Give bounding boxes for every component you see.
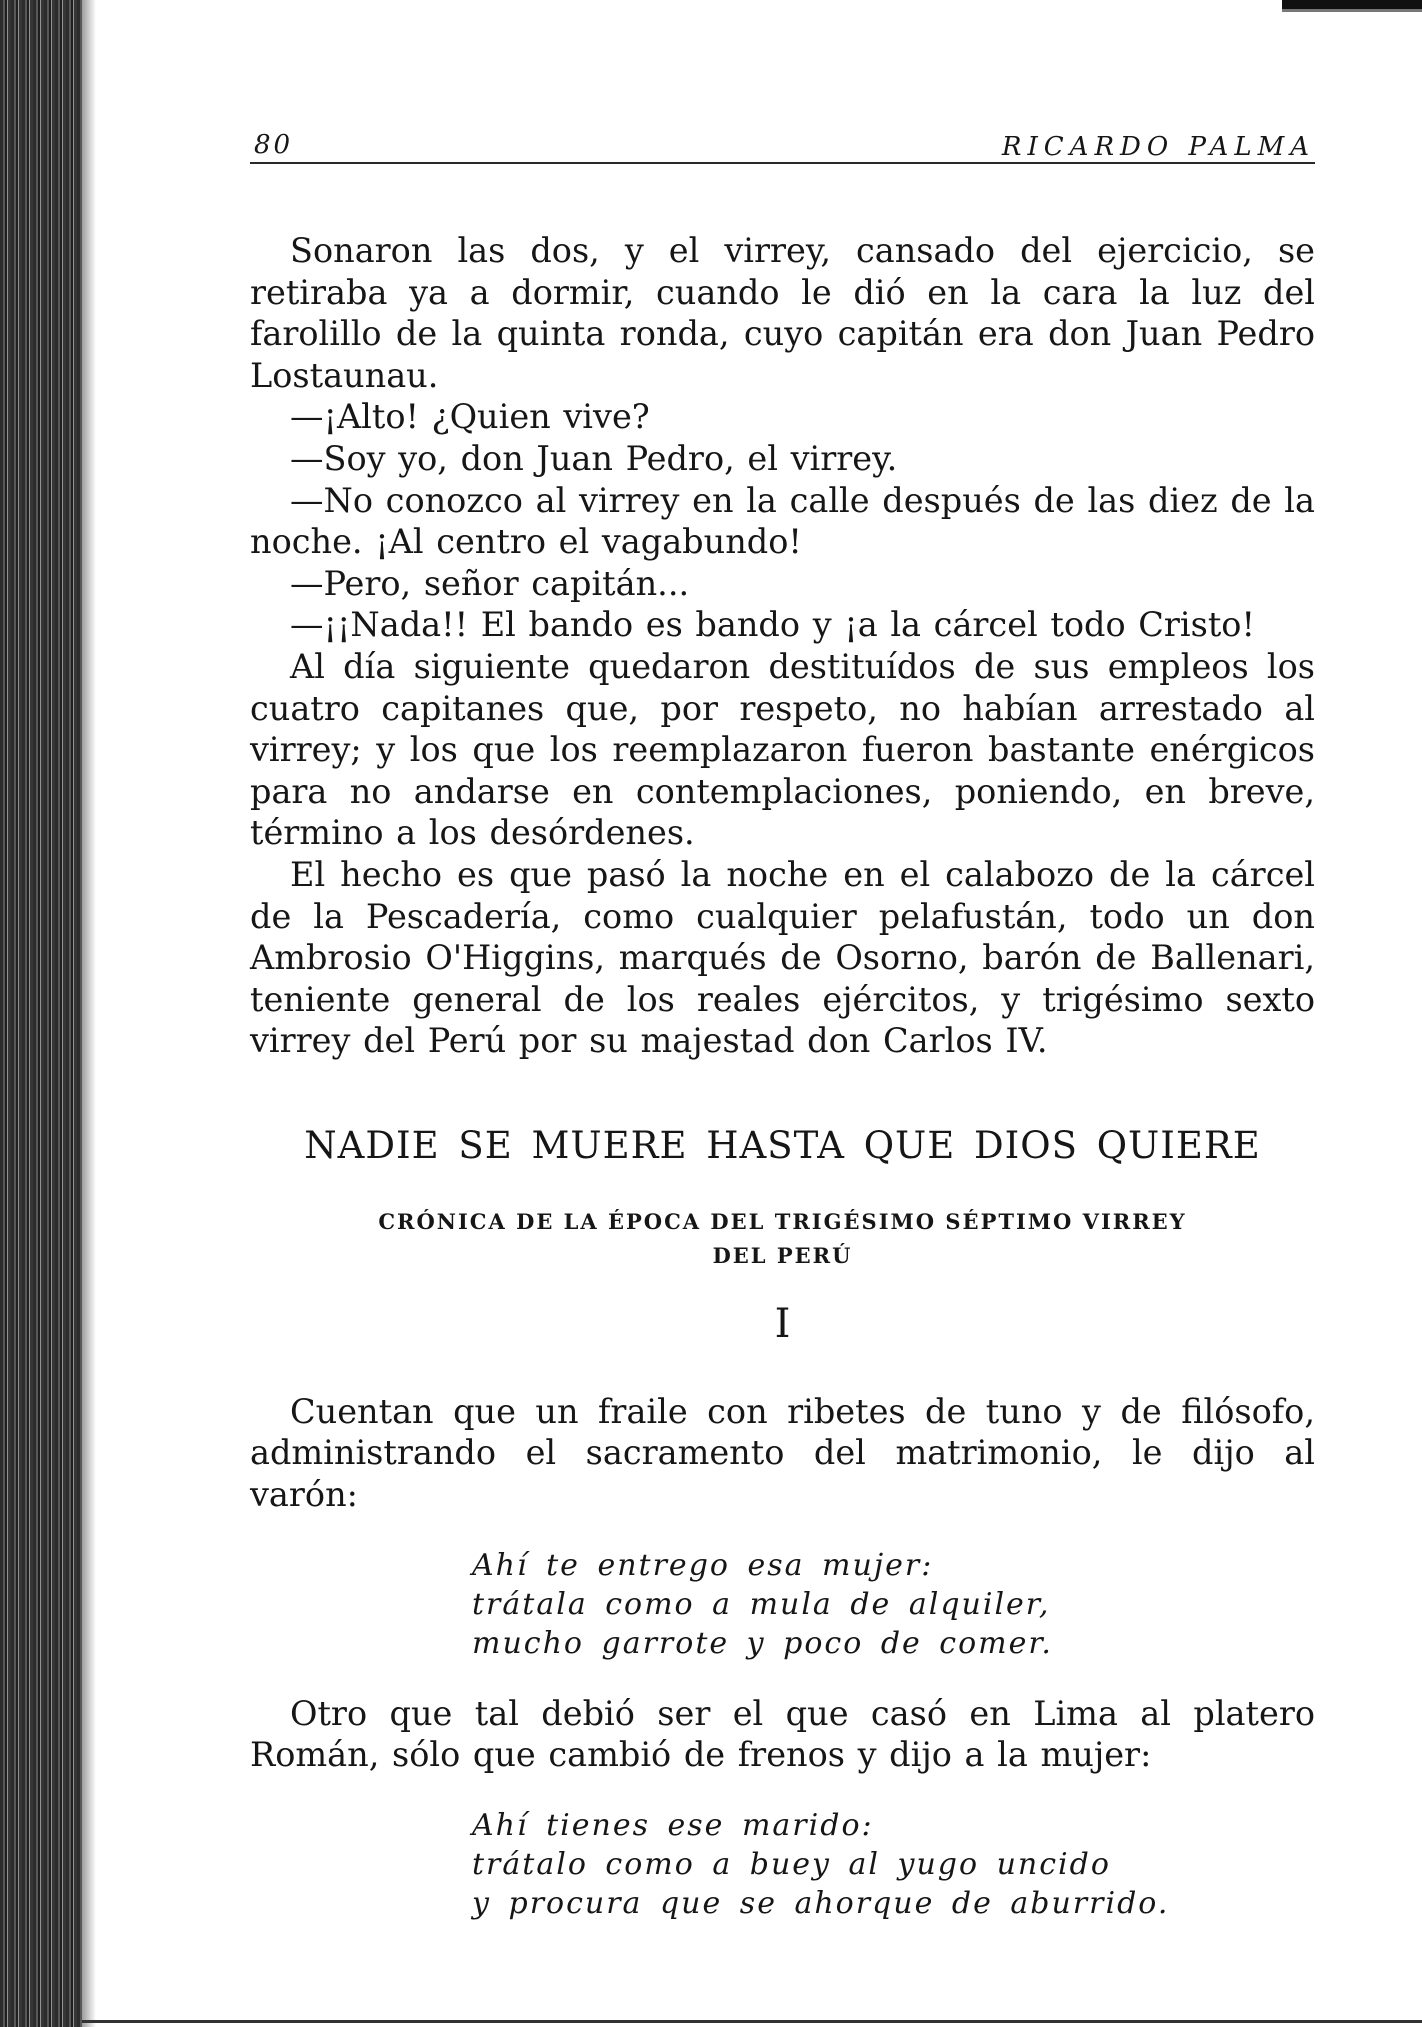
page-bottom-edge [82, 2020, 1422, 2023]
paragraph: Cuentan que un fraile con ribetes de tuno y de filósofo, administrando el sacramento del matrimonio, le dijo al varón: [250, 1391, 1315, 1515]
chapter-subtitle-line: CRÓNICA DE LA ÉPOCA DEL TRIGÉSIMO SÉPTIMO VIRREY [378, 1208, 1187, 1234]
book-page [250, 128, 1315, 1953]
chapter-title: NADIE SE MUERE HASTA QUE DIOS QUIERE [304, 1123, 1261, 1167]
page-number: 80 [254, 130, 294, 160]
verse-line: Ahí tienes ese marido: [472, 1807, 874, 1843]
section-a-text [250, 230, 1315, 1062]
dialogue-line: —Pero, señor capitán... [290, 563, 690, 603]
chapter-subtitle-line: DEL PERÚ [712, 1242, 853, 1268]
verse-block [472, 1546, 1315, 1663]
section-number: I [774, 1300, 791, 1347]
dialogue-line: —¡¡Nada!! El bando es bando y ¡a la cárcel todo Cristo! [290, 605, 1255, 645]
verse-line: mucho garrote y poco de comer. [472, 1625, 1053, 1661]
dialogue-line: —¡Alto! ¿Quien vive? [290, 397, 650, 437]
page-top-edge [1282, 0, 1422, 22]
paragraph: Al día siguiente quedaron destituídos de sus empleos los cuatro capitanes que, por respeto, no habían arrestado al virrey; y los que los reemplazaron fueron bastante enérgicos para no andarse en contemplaciones, poniendo, en breve, término a los desórdenes. [250, 646, 1315, 853]
dialogue-line: —Soy yo, don Juan Pedro, el virrey. [290, 438, 898, 478]
running-head [250, 128, 1315, 164]
paragraph: Otro que tal debió ser el que casó en Lima al platero Román, sólo que cambió de frenos y dijo a la mujer: [250, 1693, 1315, 1775]
verse-line: trátala como a mula de alquiler, [472, 1586, 1051, 1622]
verse-line: Ahí te entrego esa mujer: [472, 1547, 934, 1583]
verse-block [472, 1806, 1315, 1923]
paragraph: Sonaron las dos, y el virrey, cansado del ejercicio, se retiraba ya a dormir, cuando le dió en la cara la luz del farolillo de la quinta ronda, cuyo capitán era don Juan Pedro Lostaunau. [250, 231, 1315, 395]
dialogue-line: —No conozco al virrey en la calle después de las diez de la noche. ¡Al centro el vagabundo! [250, 480, 1315, 562]
section-b-text [250, 1391, 1315, 1516]
verse-line: y procura que se ahorque de aburrido. [472, 1885, 1170, 1921]
book-binding-shadow [0, 0, 82, 2027]
section-b-text-2 [250, 1693, 1315, 1776]
running-head-author: RICARDO PALMA [1001, 132, 1315, 162]
verse-line: trátalo como a buey al yugo uncido [472, 1846, 1111, 1882]
paragraph: El hecho es que pasó la noche en el calabozo de la cárcel de la Pescadería, como cualquier pelafustán, todo un don Ambrosio O'Higgins, marqués de Osorno, barón de Ballenari, teniente general de los reales ejércitos, y trigésimo sexto virrey del Perú por su majestad don Carlos IV. [250, 854, 1315, 1061]
chapter-subtitle [250, 1205, 1315, 1273]
